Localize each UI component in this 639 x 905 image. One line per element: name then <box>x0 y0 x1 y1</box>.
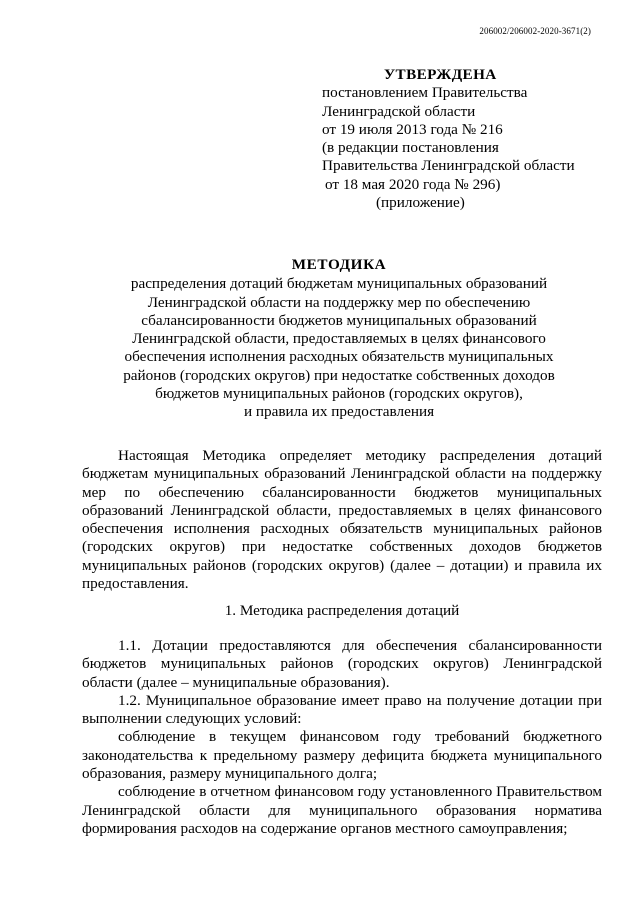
document-registration-number: 206002/206002-2020-3671(2) <box>479 26 591 36</box>
approval-line: от 18 мая 2020 года № 296) <box>325 175 501 193</box>
title-line: и правила их предоставления <box>243 403 435 421</box>
title-line: распределения дотаций бюджетам муниципальных образований <box>130 275 548 293</box>
paragraph-1-1: 1.1. Дотации предоставляются для обеспечения сбалансированности бюджетов муниципальных районов (городских округов) Ленинградской области (далее – муниципальные образования). <box>82 637 602 691</box>
title-line: районов (городских округов) при недостатке собственных доходов <box>123 366 555 384</box>
document-title: МЕТОДИКА <box>291 256 387 273</box>
approval-line: Правительства Ленинградской области <box>322 157 575 175</box>
title-line: бюджетов муниципальных районов (городских округов), <box>155 385 523 403</box>
approval-line: (в редакции постановления <box>322 139 499 157</box>
title-line: Ленинградской области на поддержку мер по обеспечению <box>147 293 531 311</box>
section-1-body <box>82 637 602 838</box>
intro-section <box>82 447 602 593</box>
approval-line: постановлением Правительства <box>322 84 528 102</box>
condition-item: соблюдение в текущем финансовом году требований бюджетного законодательства к предельному размеру дефицита бюджета муниципального образования, размеру муниципального долга; <box>82 728 602 783</box>
title-line: Ленинградской области, предоставляемых в целях финансового <box>132 330 546 348</box>
condition-item: соблюдение в отчетном финансовом году установленного Правительством Ленинградской области для муниципального образования норматива формирования расходов на содержание органов местного самоуправления; <box>82 783 602 837</box>
intro-paragraph: Настоящая Методика определяет методику распределения дотаций бюджетам муниципальных образований Ленинградской области на поддержку мер по обеспечению сбалансированности бюджетов муниципальных образований Ленинградской области, предоставляемых в целях финансового обеспечения исполнения расходных обязательств муниципальных районов (городских округов) при недостатке собственных доходов бюджетов муниципальных районов (городских округов) (далее – дотации) и правила их предоставления. <box>82 447 602 593</box>
paragraph-1-2: 1.2. Муниципальное образование имеет право на получение дотации при выполнении следующих условий: <box>82 691 602 728</box>
section-heading: 1. Методика распределения дотаций <box>224 602 460 619</box>
approval-line: (приложение) <box>376 194 465 212</box>
approval-stamp-block <box>322 66 575 212</box>
document-title-block <box>48 256 630 422</box>
approval-line: Ленинградской области <box>322 102 476 120</box>
title-line: обеспечения исполнения расходных обязательств муниципальных <box>124 348 554 366</box>
approval-line: от 19 июля 2013 года № 216 <box>322 120 503 138</box>
title-line: сбалансированности бюджетов муниципальных образований <box>141 311 537 329</box>
approval-title: УТВЕРЖДЕНА <box>384 66 497 83</box>
